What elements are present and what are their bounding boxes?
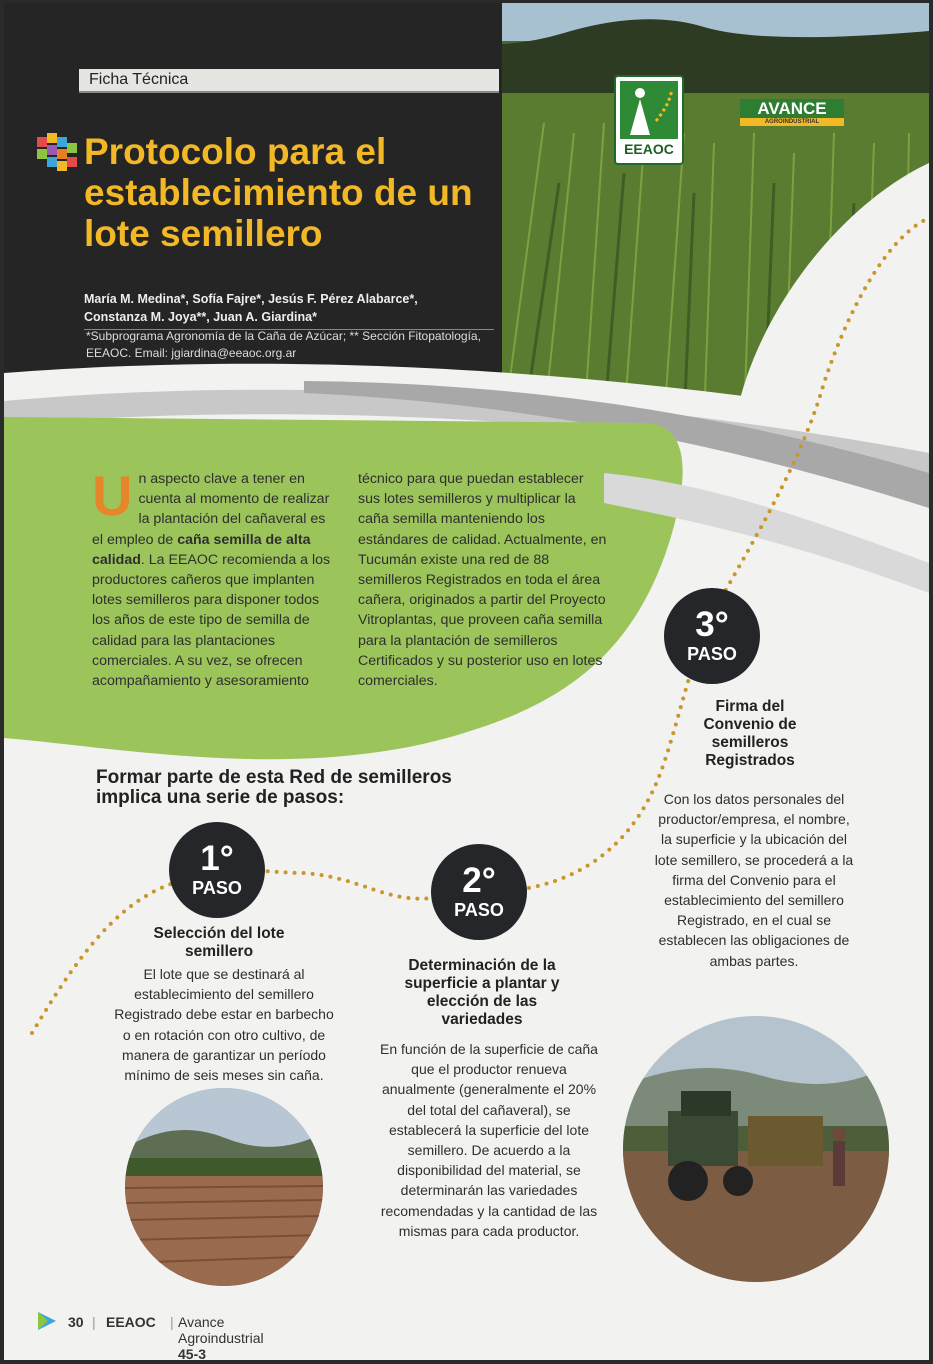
step-3-badge [664, 588, 760, 684]
ficha-tecnica-label: Ficha Técnica [89, 71, 189, 88]
steps-heading: Formar parte de esta Red de semilleros implica una serie de pasos: [96, 767, 452, 808]
drop-cap: U [92, 464, 133, 527]
step-1-badge [169, 822, 265, 918]
intro-lead: n aspecto clave a tener en cuenta al momento de realizar la plantación del cañaveral es el empleo de [92, 471, 330, 548]
step-2-body: En función de la superficie de caña que el productor renueva anualmente (generalmente el 20% del total del cañaveral), se establecerá la superficie del lote semillero. De acuerdo a la disponibilidad del material, se determinarán las variedades recomendadas y la cantidad de las mismas para cada productor. [380, 1041, 598, 1239]
step-1-body: El lote que se destinará al establecimiento del semillero Registrado debe estar en barbecho o en rotación con otro cultivo, de manera de garantizar un período mínimo de seis meses sin caña. [114, 966, 334, 1084]
step-3-body: Con los datos personales del productor/empresa, el nombre, la superficie y la ubicación del lote semillero, se procederá a la firma del Convenio para el establecimiento del semillero Registrado, en el cual se establecen las obligaciones de ambas partes. [654, 791, 854, 969]
avance-agroindustrial-logo [740, 99, 844, 127]
page-number: 30 [68, 1314, 84, 1330]
step-1-label: PASO [192, 878, 242, 898]
avance-logo-main: AVANCE [740, 99, 844, 118]
footer-separator: | [92, 1314, 96, 1330]
mosaic-logo-icon [35, 133, 79, 173]
plowed-field-photo [125, 1088, 323, 1286]
step-2-label: PASO [454, 900, 504, 920]
step-2-badge [431, 844, 527, 940]
intro-column-1 [92, 464, 340, 691]
authors [84, 290, 494, 330]
footer-logo-icon [34, 1308, 60, 1334]
intro-rest: . La EEAOC recomienda a los productores cañeros que implanten lotes semilleros para disponer todos los años de este tipo de semilla de calidad para las plantaciones comerciales. A su vez, se ofrecen acompañamiento y asesoramiento [92, 551, 331, 690]
footer-separator-2: | [170, 1314, 174, 1330]
intro-bold: caña semilla de alta calidad [92, 531, 311, 568]
eeaoc-emblem-icon [620, 81, 678, 139]
avance-logo-sub: AGROINDUSTRIAL [740, 118, 844, 126]
step-3-label: PASO [687, 644, 737, 664]
ficha-tecnica-tab [79, 69, 499, 93]
magazine-page [4, 3, 929, 1360]
authors-line-1: María M. Medina*, Sofía Fajre*, Jesús F. Pérez Alabarce*, [84, 292, 418, 306]
step-2-number: 2° [462, 861, 496, 900]
step-1-title: Selección del lote semillero [153, 925, 285, 960]
issue-number: 45-3 [178, 1346, 207, 1360]
step-3-number: 3° [695, 605, 729, 644]
step-3-title: Firma del Convenio de semilleros Registrados [703, 698, 797, 769]
publication-name: Avance Agroindustrial [178, 1314, 264, 1346]
article-title: Protocolo para el establecimiento de un lote semillero [84, 131, 473, 254]
authors-line-2: Constanza M. Joya**, Juan A. Giardina* [84, 310, 317, 324]
footer-publication [178, 1314, 264, 1360]
footer-brand: EEAOC [106, 1314, 156, 1330]
intro-column-2: técnico para que puedan establecer sus lotes semilleros y multiplicar la caña semilla manteniendo los estándares de calidad. Actualmente, en Tucumán existe una red de 88 semilleros Registrados en toda el área cañera, originados a partir del Proyecto Vitroplantas, que proveen caña semilla para la plantación de semilleros Certificados y su posterior uso en lotes comerciales. [358, 471, 607, 690]
step-2-title: Determinación de la superficie a plantar y elección de las variedades [404, 957, 560, 1028]
tractor-planting-photo [623, 1016, 889, 1282]
step-1-number: 1° [200, 839, 234, 878]
eeaoc-logo [614, 75, 684, 165]
eeaoc-logo-text: EEAOC [624, 141, 674, 157]
affiliation: *Subprograma Agronomía de la Caña de Azúcar; ** Sección Fitopatología, EEAOC. Email: jgiardina@eeaoc.org.ar [86, 329, 481, 360]
